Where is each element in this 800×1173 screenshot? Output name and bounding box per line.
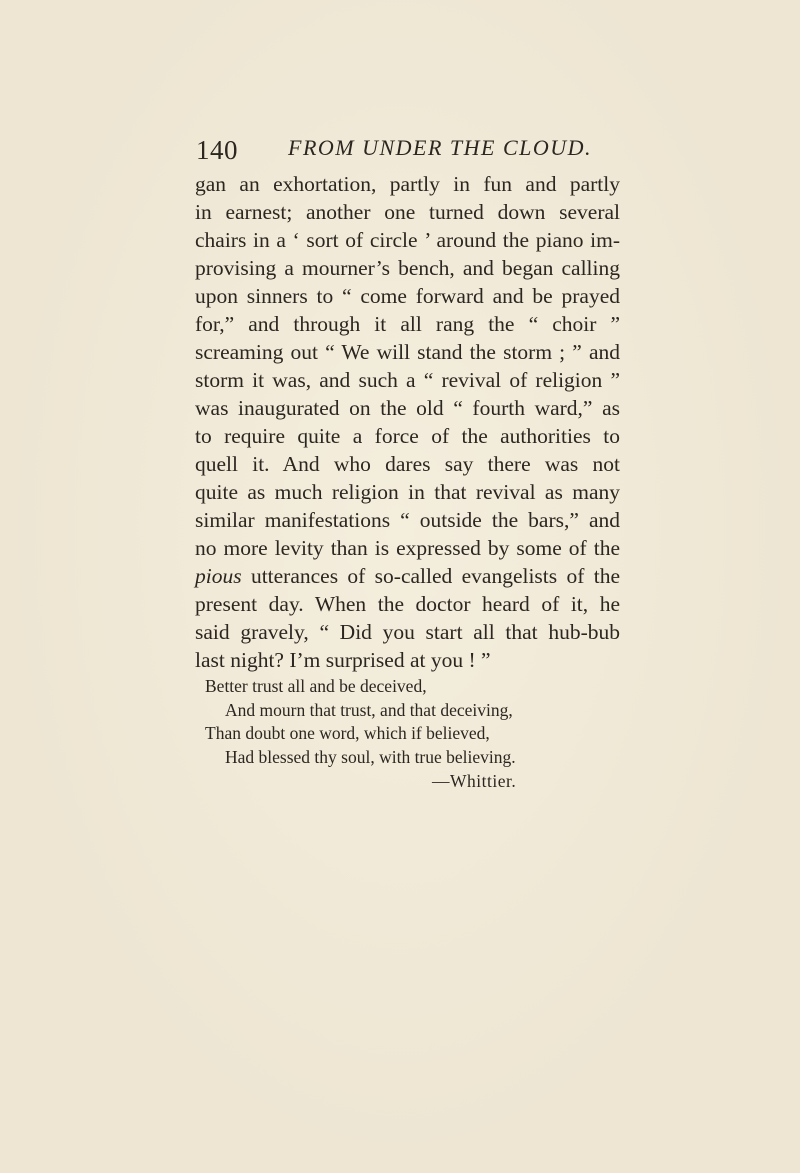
body-paragraph — [195, 170, 620, 674]
body-line: said gravely, “ Did you start all that hub-bub — [195, 620, 620, 644]
body-line: last night? I’m surprised at you ! ” — [195, 648, 491, 672]
body-line: storm it was, and such a “ revival of religion ” — [195, 368, 620, 392]
body-line: upon sinners to “ come forward and be prayed — [195, 284, 620, 308]
poem-line: Had blessed thy soul, with true believing. — [225, 746, 516, 767]
body-line: quell it. And who dares say there was not — [195, 452, 620, 476]
poem-line: Better trust all and be deceived, — [205, 676, 427, 696]
body-line: similar manifestations “ outside the bars,” and — [195, 508, 620, 532]
body-line: quite as much religion in that revival as many — [195, 480, 620, 504]
poem-line: And mourn that trust, and that deceiving, — [225, 699, 513, 720]
body-line: for,” and through it all rang the “ choir ” — [195, 312, 620, 336]
body-line: in earnest; another one turned down several — [195, 200, 620, 224]
italic-word: pious — [195, 564, 242, 588]
body-line-rest: utterances of so-called evangelists of the — [250, 564, 620, 588]
body-line: to require quite a force of the authorities to — [195, 424, 620, 448]
body-line: was inaugurated on the old “ fourth ward,” as — [195, 396, 620, 420]
body-line-with-italic — [195, 562, 620, 590]
body-line: present day. When the doctor heard of it, he — [195, 592, 620, 616]
body-line: provising a mourner’s bench, and began calling — [195, 256, 620, 280]
poem-line: Than doubt one word, which if believed, — [205, 723, 490, 743]
poem-attribution: —Whittier. — [432, 771, 517, 791]
running-head — [196, 135, 616, 165]
body-line: no more levity than is expressed by some of the — [195, 536, 620, 560]
page-number: 140 — [196, 135, 238, 165]
body-line: gan an exhortation, partly in fun and partly — [195, 172, 620, 196]
poem-quote — [205, 675, 645, 793]
running-title: FROM UNDER THE CLOUD. — [288, 135, 593, 160]
body-line: screaming out “ We will stand the storm ; ” and — [195, 340, 620, 364]
body-line: chairs in a ‘ sort of circle ’ around the piano im- — [195, 228, 620, 252]
